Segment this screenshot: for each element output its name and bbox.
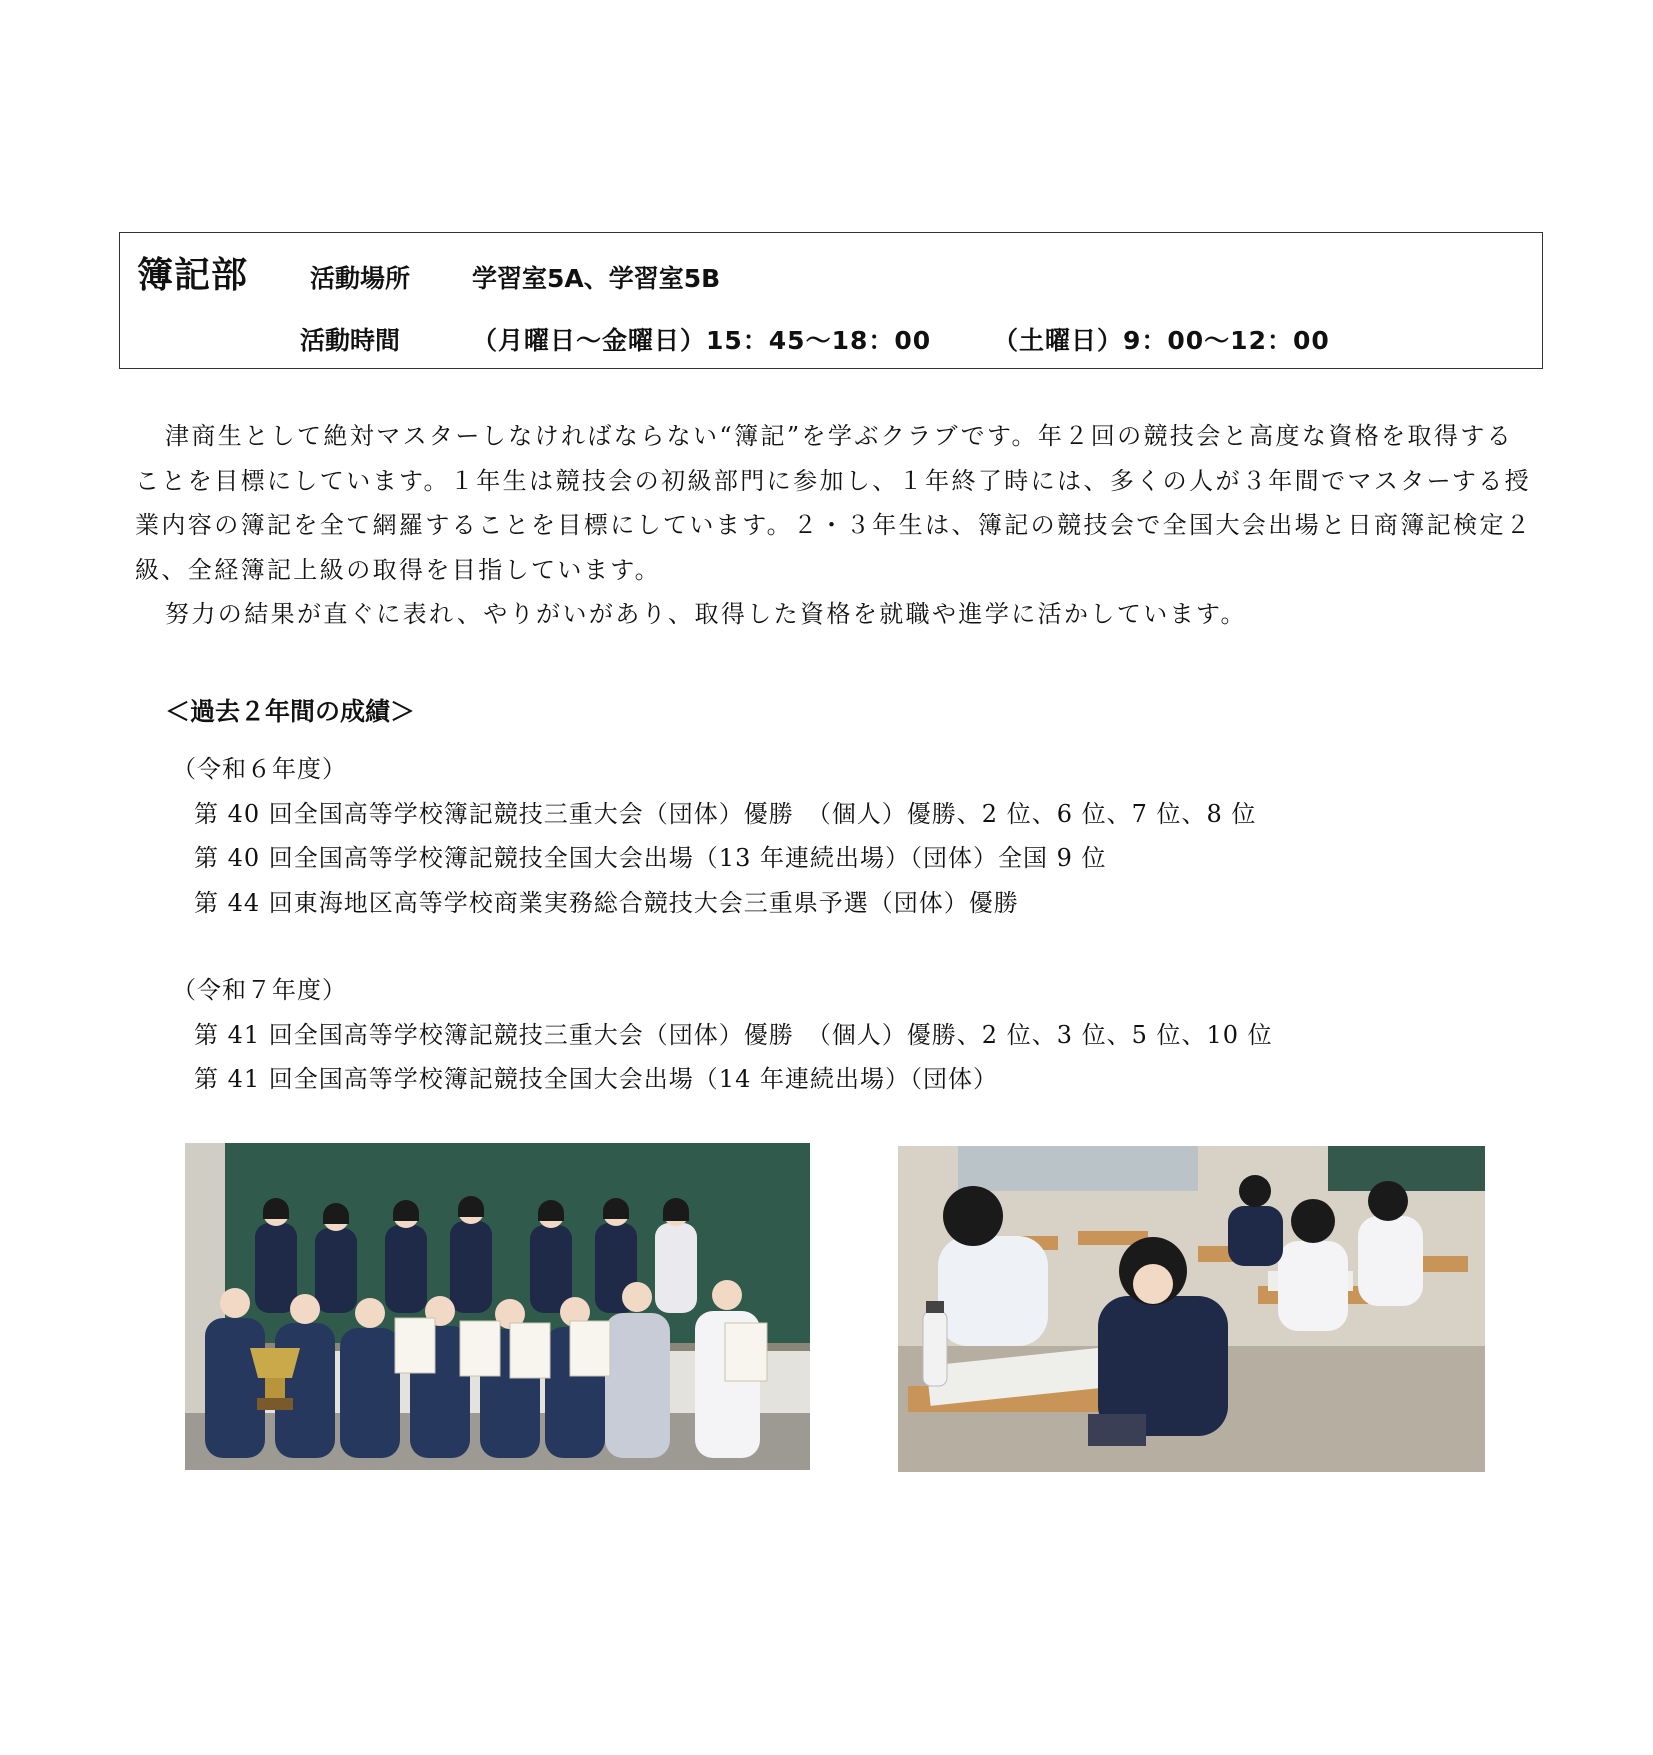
result-line: 第 40 回全国高等学校簿記競技全国大会出場（13 年連続出場）（団体）全国 9 位 bbox=[194, 844, 1107, 872]
activity-place-value: 学習室5A、学習室5B bbox=[472, 264, 721, 293]
year-label: （令和６年度） bbox=[172, 755, 347, 783]
club-header-box bbox=[119, 232, 1543, 369]
classroom-study-photo-illustration bbox=[898, 1146, 1485, 1472]
results-year-block bbox=[172, 747, 1256, 925]
activity-place-label: 活動場所 bbox=[310, 264, 411, 293]
activity-time-label: 活動時間 bbox=[300, 326, 401, 355]
result-line: 第 40 回全国高等学校簿記競技三重大会（団体）優勝 （個人）優勝、2 位、6 位、7 位、8 位 bbox=[194, 799, 1257, 828]
year-label: （令和７年度） bbox=[172, 976, 347, 1004]
results-year-block bbox=[172, 968, 1273, 1102]
club-name: 簿記部 bbox=[137, 255, 249, 296]
results-heading: ＜過去２年間の成績＞ bbox=[165, 697, 416, 726]
result-line: 第 41 回全国高等学校簿記競技三重大会（団体）優勝 （個人）優勝、2 位、3 位、5 位、10 位 bbox=[194, 1020, 1273, 1049]
activity-time-weekday: （月曜日～金曜日）15：45～18：00 bbox=[472, 326, 932, 355]
intro-paragraph-1: 津商生として絶対マスターしなければならない“簿記”を学ぶクラブです。年２回の競技会と高度な資格を取得することを目標にしています。１年生は競技会の初級部門に参加し、１年終了時には、多くの人が３年間でマスターする授業内容の簿記を全て網羅することを目標にしています。２・３年生は、簿記の競技会で全国大会出場と日商簿記検定２級、全経簿記上級の取得を目指しています。 bbox=[135, 422, 1533, 584]
activity-time-saturday: （土曜日）9：00～12：00 bbox=[993, 326, 1330, 355]
result-line: 第 44 回東海地区高等学校商業実務総合競技大会三重県予選（団体）優勝 bbox=[194, 888, 1019, 917]
intro-paragraph-2: 努力の結果が直ぐに表れ、やりがいがあり、取得した資格を就職や進学に活かしています。 bbox=[165, 600, 1247, 628]
classroom-study-photo bbox=[898, 1146, 1485, 1472]
club-introduction bbox=[135, 414, 1535, 637]
team-group-photo bbox=[185, 1143, 810, 1470]
team-group-photo-illustration bbox=[185, 1143, 810, 1470]
result-line: 第 41 回全国高等学校簿記競技全国大会出場（14 年連続出場）（団体） bbox=[194, 1065, 998, 1093]
